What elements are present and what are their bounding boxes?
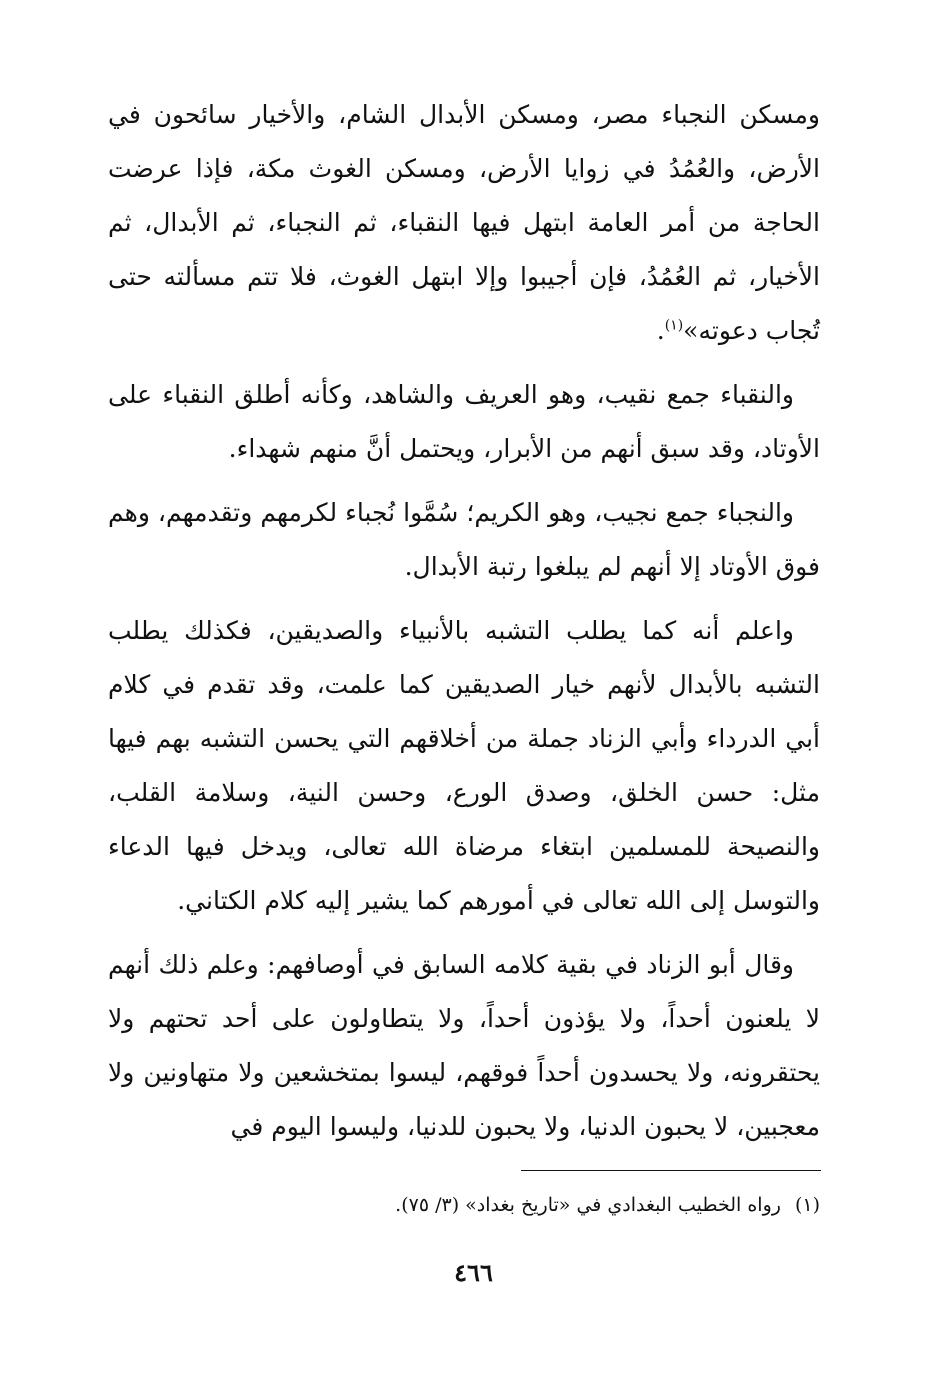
- paragraph-1-tail: .: [656, 316, 665, 345]
- paragraph-3: والنجباء جمع نجيب، وهو الكريم؛ سُمَّوا نُجباء لكرمهم وتقدمهم، وهم فوق الأوتاد إلا أنهم لم يبلغوا رتبة الأبدال.: [108, 498, 820, 581]
- footnote-reference: (١): [664, 317, 684, 334]
- paragraph-1: [108, 88, 820, 358]
- paragraph-4: واعلم أنه كما يطلب التشبه بالأنبياء والصديقين، فكذلك يطلب التشبه بالأبدال لأنهم خيار الصديقين كما علمت، وقد تقدم في كلام أبي الدرداء وأبي الزناد جملة من أخلاقهم التي يحسن التشبه بهم فيها مثل: حسن الخلق، وصدق الورع، وحسن النية، وسلامة القلب، والنصيحة للمسلمين ابتغاء مرضاة الله تعالى، ويدخل فيها الدعاء والتوسل إلى الله تعالى في أمورهم كما يشير إليه كلام الكتاني.: [108, 616, 820, 915]
- page-number: ٤٦٦: [454, 1258, 493, 1287]
- footnote-divider: [521, 1170, 821, 1171]
- main-text: [108, 88, 820, 1164]
- footnote: [108, 1188, 820, 1222]
- footnote-text: رواه الخطيب البغدادي في «تاريخ بغداد» (٣/ ٧٥).: [395, 1194, 781, 1216]
- paragraph-2: والنقباء جمع نقيب، وهو العريف والشاهد، وكأنه أطلق النقباء على الأوتاد، وقد سبق أنهم من الأبرار، ويحتمل أنَّ منهم شهداء.: [108, 380, 820, 463]
- paragraph-5: وقال أبو الزناد في بقية كلامه السابق في أوصافهم: وعلم ذلك أنهم لا يلعنون أحداً، ولا يؤذون أحداً، ولا يتطاولون على أحد تحتهم ولا يحتقرونه، ولا يحسدون أحداً فوقهم، ليسوا بمتخشعين ولا متهاونين ولا معجبين، لا يحبون الدنيا، ولا يحبون للدنيا، وليسوا اليوم في: [108, 950, 820, 1141]
- footnote-marker: (١): [794, 1194, 820, 1216]
- paragraph-1-text: ومسكن النجباء مصر، ومسكن الأبدال الشام، والأخيار سائحون في الأرض، والعُمُدُ في زوايا الأرض، ومسكن الغوث مكة، فإذا عرضت الحاجة من أمر العامة ابتهل فيها النقباء، ثم النجباء، ثم الأبدال، ثم الأخيار، ثم العُمُدُ، فإن أجيبوا وإلا ابتهل الغوث، فلا تتم مسألته حتى تُجاب دعوته»: [108, 100, 820, 345]
